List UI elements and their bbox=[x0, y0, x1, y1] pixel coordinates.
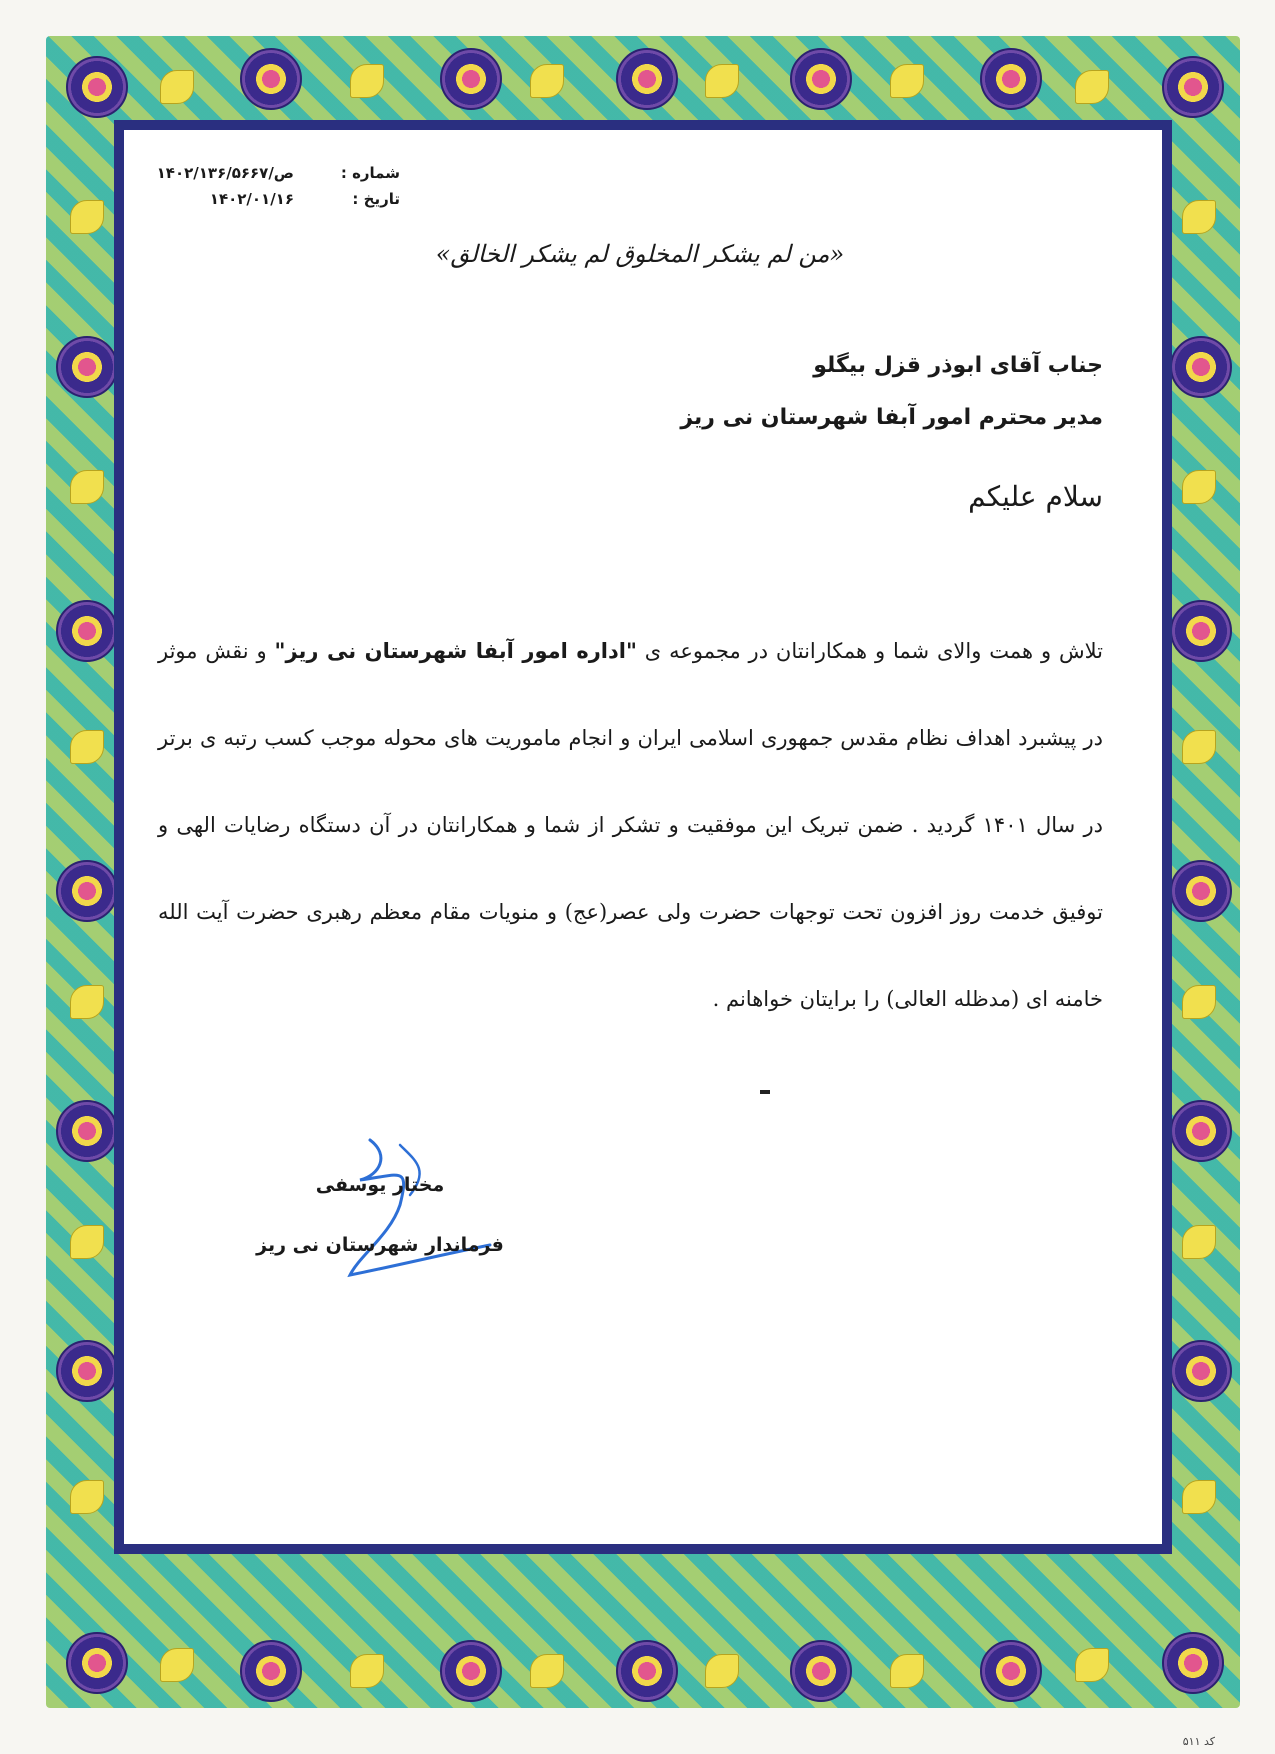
number-label: شماره : bbox=[340, 164, 400, 182]
ink-mark bbox=[760, 1090, 770, 1094]
border-leaf-top-1 bbox=[160, 70, 194, 104]
date-row bbox=[150, 186, 400, 212]
recipient-block bbox=[403, 340, 1103, 444]
border-leaf-right-6 bbox=[1182, 1480, 1216, 1514]
body-part-1: تلاش و همت والای شما و همکارانتان در مجموعه ی bbox=[644, 639, 1103, 663]
signatory-block bbox=[230, 1155, 530, 1275]
border-leaf-bottom-5 bbox=[890, 1654, 924, 1688]
border-leaf-bottom-1 bbox=[160, 1648, 194, 1682]
border-leaf-top-6 bbox=[1075, 70, 1109, 104]
date-label: تاریخ : bbox=[352, 190, 400, 208]
border-medallion-top-2 bbox=[440, 48, 502, 110]
border-leaf-top-2 bbox=[350, 64, 384, 98]
border-leaf-right-1 bbox=[1182, 200, 1216, 234]
letter-body-paragraph bbox=[158, 608, 1103, 1043]
border-medallion-right-5 bbox=[1170, 1340, 1232, 1402]
border-medallion-bottom-left bbox=[66, 1632, 128, 1694]
border-medallion-top-right bbox=[1162, 56, 1224, 118]
border-leaf-top-4 bbox=[705, 64, 739, 98]
border-leaf-left-3 bbox=[70, 730, 104, 764]
border-medallion-bottom-right bbox=[1162, 1632, 1224, 1694]
letter-meta bbox=[150, 160, 400, 212]
border-leaf-bottom-6 bbox=[1075, 1648, 1109, 1682]
border-leaf-bottom-2 bbox=[350, 1654, 384, 1688]
border-medallion-right-3 bbox=[1170, 860, 1232, 922]
border-medallion-top-3 bbox=[616, 48, 678, 110]
number-value: ص/۱۴۰۲/۱۳۶/۵۶۶۷ bbox=[156, 164, 294, 182]
border-leaf-left-6 bbox=[70, 1480, 104, 1514]
border-medallion-bottom-4 bbox=[790, 1640, 852, 1702]
body-part-2: و نقش موثر در پیشبرد اهداف نظام مقدس جمهوری اسلامی ایران و انجام ماموریت های محوله موجب کسب رتبه ی برتر در سال ۱۴۰۱ گردید . ضمن تبریک این موفقیت و تشکر از شما و همکارانتان در آن دستگاه رضایات الهی و توفیق خدمت روز افزون تحت توجهات حضرت ولی عصر(عج) و منویات مقام معظم رهبری حضرت آیت الله خامنه ای (مدظله العالی) را برایتان خواهانم . bbox=[158, 639, 1103, 1011]
border-medallion-left-3 bbox=[56, 860, 118, 922]
body-org-name: "اداره امور آبفا شهرستان نی ریز" bbox=[274, 639, 637, 663]
border-medallion-bottom-2 bbox=[440, 1640, 502, 1702]
border-leaf-left-1 bbox=[70, 200, 104, 234]
number-row bbox=[150, 160, 400, 186]
motto-heading: «من لم یشکر المخلوق لم یشکر الخالق» bbox=[435, 240, 845, 268]
border-leaf-left-2 bbox=[70, 470, 104, 504]
border-leaf-top-5 bbox=[890, 64, 924, 98]
border-medallion-left-5 bbox=[56, 1340, 118, 1402]
border-leaf-right-3 bbox=[1182, 730, 1216, 764]
border-medallion-top-left bbox=[66, 56, 128, 118]
border-leaf-right-4 bbox=[1182, 985, 1216, 1019]
letter-body bbox=[158, 608, 1103, 1043]
border-leaf-left-5 bbox=[70, 1225, 104, 1259]
greeting: سلام علیکم bbox=[968, 480, 1103, 513]
border-medallion-top-4 bbox=[790, 48, 852, 110]
recipient-name: جناب آقای ابوذر قزل بیگلو bbox=[813, 353, 1103, 378]
border-leaf-bottom-4 bbox=[705, 1654, 739, 1688]
border-medallion-right-4 bbox=[1170, 1100, 1232, 1162]
border-leaf-left-4 bbox=[70, 985, 104, 1019]
border-medallion-left-2 bbox=[56, 600, 118, 662]
border-leaf-top-3 bbox=[530, 64, 564, 98]
border-leaf-bottom-3 bbox=[530, 1654, 564, 1688]
border-leaf-right-5 bbox=[1182, 1225, 1216, 1259]
border-leaf-right-2 bbox=[1182, 470, 1216, 504]
footer-form-code: کد ۵۱۱ bbox=[1182, 1735, 1215, 1748]
border-medallion-right-1 bbox=[1170, 336, 1232, 398]
border-medallion-bottom-5 bbox=[980, 1640, 1042, 1702]
signatory-title: فرماندار شهرستان نی ریز bbox=[256, 1234, 504, 1256]
border-medallion-left-4 bbox=[56, 1100, 118, 1162]
border-medallion-bottom-3 bbox=[616, 1640, 678, 1702]
border-medallion-bottom-1 bbox=[240, 1640, 302, 1702]
recipient-title: مدیر محترم امور آبفا شهرستان نی ریز bbox=[680, 405, 1103, 430]
border-medallion-left-1 bbox=[56, 336, 118, 398]
signatory-name: مختار یوسفی bbox=[315, 1174, 445, 1196]
border-medallion-right-2 bbox=[1170, 600, 1232, 662]
border-medallion-top-5 bbox=[980, 48, 1042, 110]
border-medallion-top-1 bbox=[240, 48, 302, 110]
date-value: ۱۴۰۲/۰۱/۱۶ bbox=[209, 190, 294, 208]
